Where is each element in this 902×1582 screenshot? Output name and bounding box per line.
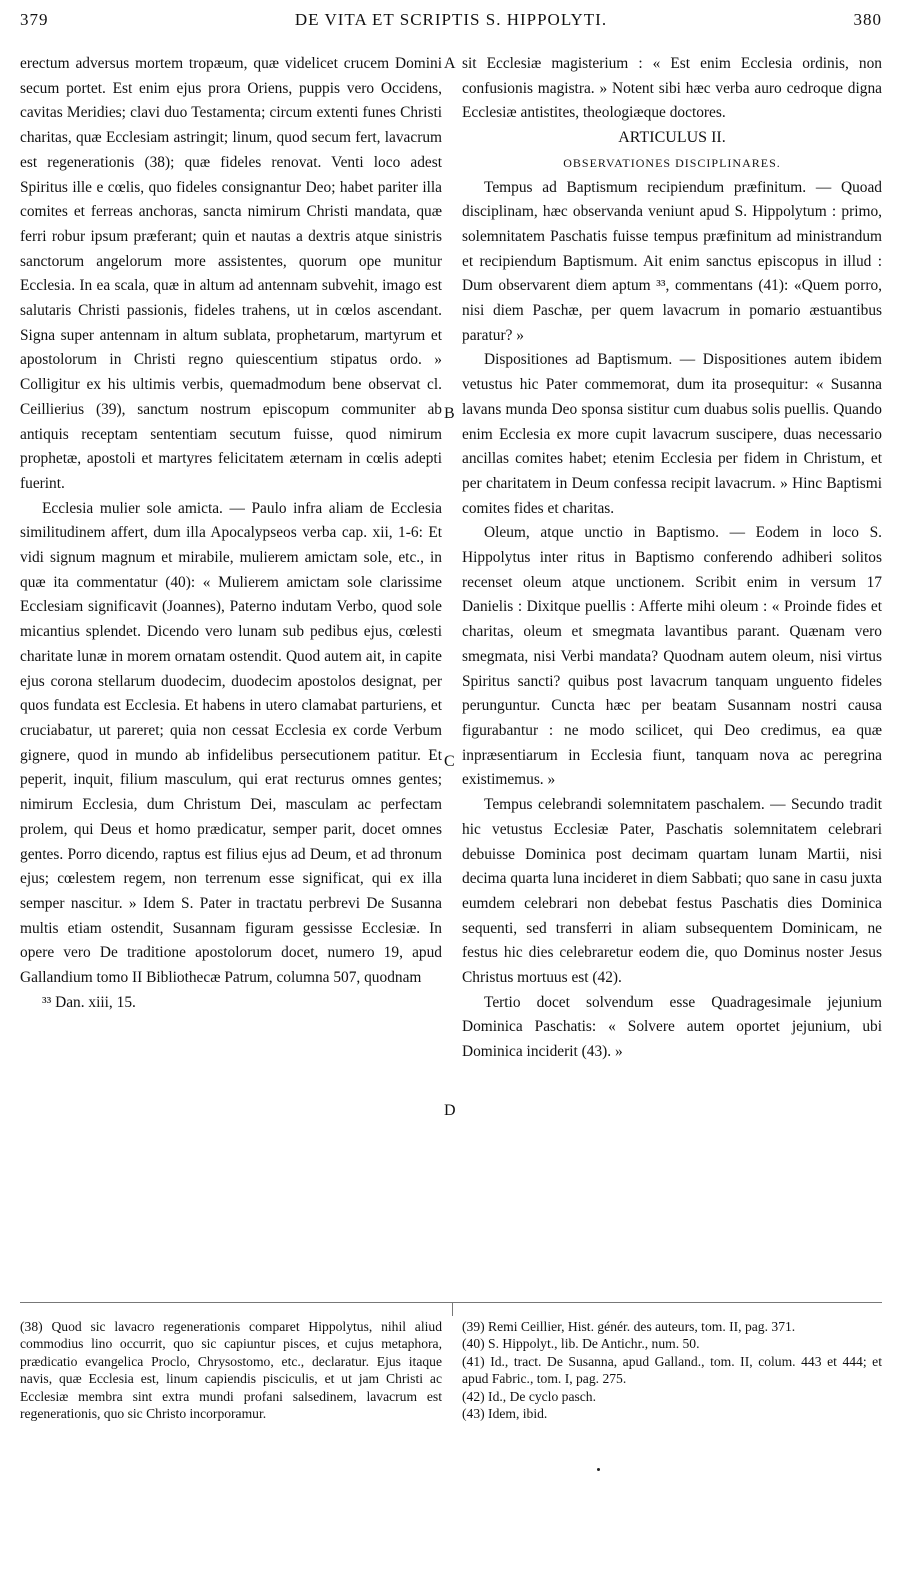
margin-letter-a: A <box>444 55 456 72</box>
footnote-39: (39) Remi Ceillier, Hist. génér. des auteurs, tom. II, pag. 371. <box>462 1319 796 1334</box>
margin-letter-b: B <box>444 405 455 422</box>
inline-scripture-note: ³³ Dan. xiii, 15. <box>42 993 136 1011</box>
paragraph-dispositiones: Dispositiones ad Baptismum. — Dispositiones autem ibidem vetustus hic Pater commemorat, dum ita prosequitur: « Susanna lavans munda Deo sponsa sistitur cum duabus solis puellis. Quando enim Ecclesia ex more cupit lavacrum suscipere, duas necessario ancillas comites habet; etenim Ecclesia per fidem in Christum, et per charitatem in Deum confessa recipit lavacrum. » Hinc Baptismi comites fides et charitas. <box>462 351 882 517</box>
paragraph-oleum: Oleum, atque unctio in Baptismo. — Eodem in loco S. Hippolytus inter ritus in Baptismo conferendo adhiberi solitos recenset oleum atque unctionem. Scribit enim in versum 17 Danielis : Dixitque puellis : Afferte mihi oleum : « Proinde fides et charitas, oleum et smegmata lavantibus parant. Quænam vero smegmata, nisi Verbi mandata? Quodnam autem oleum, nisi virtus Spiritus sancti? quibus post lavacrum tanquam unguento fideles perunguntur. Cuncta hæc per beatam Susannam nostri causa figurabantur : ne modo scilicet, qui Deo credimus, ea quæ inpræsentiarum in Ecclesia fiunt, tanquam nova ac peregrina existimemus. » <box>462 524 882 789</box>
footnote-40: (40) S. Hippolyt., lib. De Antichr., num. 50. <box>462 1336 700 1352</box>
paragraph-magisterium: sit Ecclesiæ magisterium : « Est enim Ecclesia ordinis, non confusionis magistra. » Notent sibi hæc verba auro cedroque digna Ecclesiæ antistites, theologiæque doctores. <box>462 55 882 122</box>
footnote-38: (38) Quod sic lavacro regenerationis comparet Hippolytus, nihil aliud commodius lino occurrit, quo sic capiuntur pisces, et cujus metaphora, prædicatio evangelica Proclo, Chrysostomo, etc., declaratur. Ejus itaque navis, quæ Ecclesia est, linum capiendis pisciculis, et ut jam Christi ac Ecclesiæ membra sint extra mundi profani salsedinem, lavacrum est regenerationis, quo sic Christo incorporamur. <box>20 1319 442 1422</box>
paragraph-ecclesia-mulier: Ecclesia mulier sole amicta. — Paulo infra aliam de Ecclesia similitudinem affert, dum illa Apocalypseos verba cap. xii, 1-6: Et vidi signum magnum et mirabile, mulierem amictam sole, etc., in quæ ita commentatur (40): « Mulierem amictam sole clarissime Ecclesiam significavit (Joannes), Paterno indutam Verbo, quod sole micantius splendet. Dicendo vero lunam sub pedibus ejus, cœlesti charitate lunæ in morem ornatam ostendit. Quod autem ait, in capite ejus corona stellarum duodecim, duodecim apostolos designat, per quos fundata est Ecclesia. Et habens in utero clamabat parturiens, et cruciabatur, ut pareret; quia non cessat Ecclesia ex corde Verbum gignere, quod in mundo ab infidelibus persecutionem patitur. Et peperit, inquit, filium masculum, qui erat recturus omnes gentes; nimirum Ecclesia, dum Christum Dei, masculam ac perfectam prolem, qui Deus et homo prædicatur, semper parit, docet omnes gentes. Porro dicendo, raptus est filius ejus ad Deum, et ad thronum ejus; cœlestem regem, non terrenum esse significat, qui ex illa semper nascitur. » Idem S. Pater in tractatu perbrevi De Susanna multis etiam ostendit, Susannam figuram gessisse Ecclesiæ. In opere vero De traditione apostolorum docet, numero 19, apud Gallandium tomo II Bibliothecæ Patrum, columna 507, quodnam <box>20 499 442 987</box>
footnote-43: (43) Idem, ibid. <box>462 1406 548 1422</box>
paragraph-quadragesima: Tertio docet solvendum esse Quadragesimale jejunium Dominica Paschatis: « Solvere autem oportet jejunium, ubi Dominica inciderit (43). » <box>462 993 882 1061</box>
footnotes-right <box>462 1318 882 1422</box>
article-heading: ARTICULUS II. <box>618 129 726 147</box>
footnotes-left <box>20 1318 442 1422</box>
page-number-right: 380 <box>853 10 882 29</box>
running-header <box>20 10 882 36</box>
footnote-divider <box>20 1302 882 1303</box>
paragraph-tempus-paschale: Tempus celebrandi solemnitatem paschalem. — Secundo tradit hic vetustus Ecclesiæ Pater, Paschatis solemnitatem celebrari debuisse Dominica post decimam quartam lunam Martii, nisi decima quarta luna incideret in diem Sabbati; quo sane in casu juxta eumdem celebrari non debebat festus Paschatis dies Dominica sequenti, sed transferri in aliam subsequentem Dominicam, ne festus hic dies celebraretur eodem die, quo Dominus noster Jesus Christus mortuus est (42). <box>462 796 882 987</box>
right-column <box>462 52 882 1065</box>
running-title: DE VITA ET SCRIPTIS S. HIPPOLYTI. <box>294 10 608 29</box>
paragraph-tempus-baptismi: Tempus ad Baptismum recipiendum præfinitum. — Quoad disciplinam, hæc observanda veniunt apud S. Hippolytum : primo, solemnitatem Paschatis fuisse tempus præfinitum ad ministrandum et recipiendum Baptismum. Ait enim sanctus episcopus in illud : Dum observarent diem aptum ³³, commentans (41): «Quem porro, nisi diem Paschæ, per quem lavacrum in pomario æstuantibus paratur? » <box>462 178 882 344</box>
margin-letter-d: D <box>444 1102 456 1119</box>
print-speck <box>597 1468 600 1471</box>
paragraph-ship-allegory: erectum adversus mortem tropæum, quæ videlicet crucem Domini secum portet. Est enim ejus prora Oriens, puppis vero Occidens, cavitas Meridies; clavi duo Testamenta; circum extenti funes Christi charitas, quæ Ecclesiam astringit; linum, quod secum fert, lavacrum est regenerationis (38); quæ fideles renovat. Venti loco adest Spiritus ille e cœlis, quo fideles consignantur Deo; habet pariter illa comites et ferreas anchoras, sancta nimirum Christi mandata, quæ ferri robur ipsum præferant; quin et nautas a dextris atque sinistris sanctorum angelorum more assistentes, quorum ope munitur Ecclesia. In ea scala, quæ in altum ad antennam subvehit, imago est salutaris Christi passionis, fideles trahens, ut in cœlos ascendant. Signa super antennam in altum sublata, prophetarum, martyrum et apostolorum in Christi regno quiescentium stipatus ordo. » Colligitur ex his ultimis verbis, quemadmodum bene observat cl. Ceillierius (39), sanctum nostrum episcopum communiter ab antiquis receptam sententiam secutum fuisse, quod nimirum prophetæ, apostoli et martyres felicitatem æternam in cœlis adepti fuerint. <box>20 55 442 492</box>
footnote-41: (41) Id., tract. De Susanna, apud Galland., tom. II, colum. 443 et 444; et apud Fabric., tom. I, pag. 275. <box>462 1353 882 1387</box>
margin-letter-c: C <box>444 753 455 770</box>
left-column <box>20 52 442 1015</box>
page-number-left: 379 <box>20 10 49 29</box>
footnote-column-divider <box>452 1302 453 1316</box>
footnote-42: (42) Id., De cyclo pasch. <box>462 1388 596 1404</box>
article-subheading: OBSERVATIONES DISCIPLINARES. <box>563 155 781 170</box>
